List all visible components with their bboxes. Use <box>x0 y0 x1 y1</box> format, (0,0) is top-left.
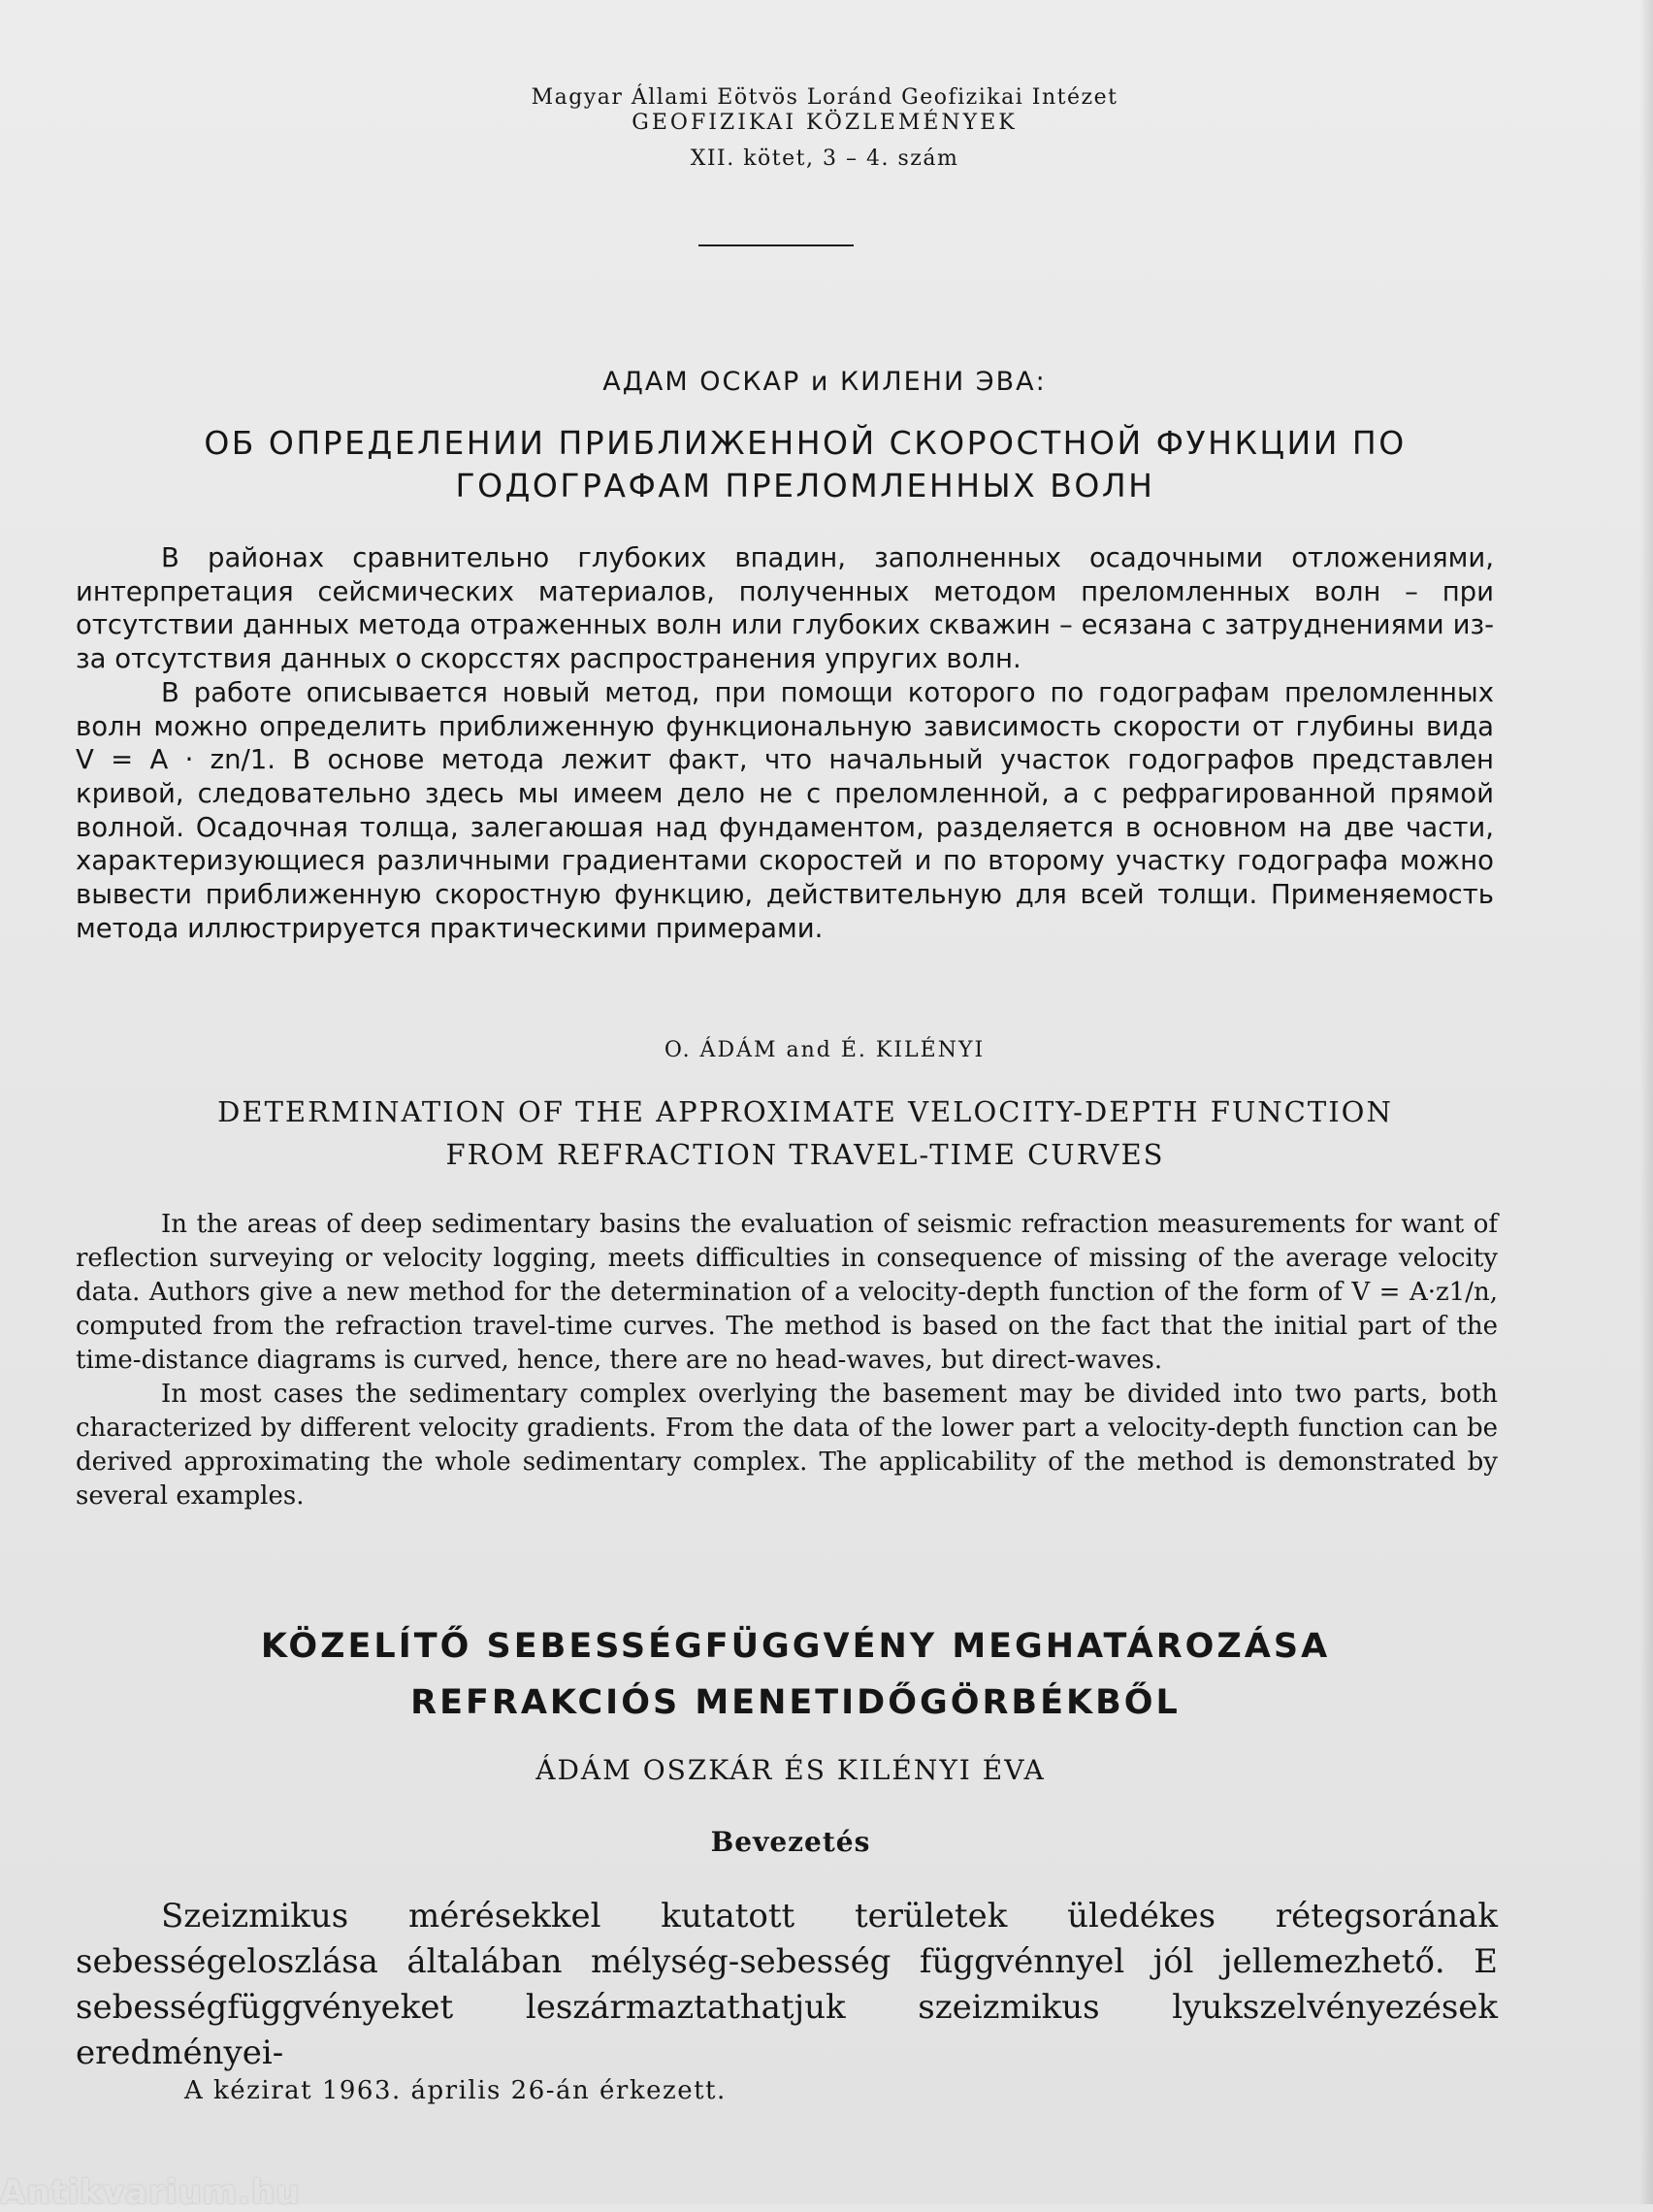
russian-abstract <box>76 541 1494 945</box>
russian-authors: АДАМ ОСКАР и КИЛЕНИ ЭВА: <box>602 367 1047 397</box>
hungarian-title-line2: REFRAKCIÓS MENETIDŐGÖRBÉKBŐL <box>410 1683 1181 1722</box>
russian-paragraph-1: В районах сравнительно глубоких впадин, заполненных осадочными отложениями, интерпретация сейсмических материалов, полученных методом преломленных волн – при отсутствии данных метода отраженных волн или глубоких скважин – есязана с затруднениями из-за отсутствия данных о скорсстях распространения упругих волн. <box>76 542 1494 675</box>
english-paragraph-2: In most cases the sedimentary complex overlying the basement may be divided into two parts, both characterized by different velocity gradients. From the data of the lower part a velocity-depth function can be derived approximating the whole sedimentary complex. The applicability of the method is demonstrated by several examples. <box>76 1380 1498 1511</box>
page-edge-shadow <box>1639 0 1653 2204</box>
manuscript-received-note: A kézirat 1963. április 26-án érkezett. <box>184 2076 727 2105</box>
section-heading: Bevezetés <box>710 1826 871 1858</box>
hungarian-paragraph-1: Szeizmikus mérésekkel kutatott területek üledékes rétegsorának sebességeloszlása általában mélység-sebesség függvénnyel jól jellemezhető. E sebességfüggvényeket leszármaztathatjuk szeizmikus lyukszelvényezések eredményei- <box>76 1897 1498 2072</box>
russian-title <box>107 422 1504 507</box>
russian-paragraph-2: В работе описывается новый метод, при помощи которого по годографам преломленных волн можно определить приближенную функциональную зависимость скорости от глубины вида V = A · zn/1. В основе метода лежит факт, что начальный участок годографов представлен кривой, следовательно здесь мы имеем дело не с преломленной, а с рефрагированной прямой волной. Осадочная толща, залегаюшая над фундаментом, разделяется в основном на две части, характеризующиеся различными градиентами скоростей и по второму участку годографа можно вывести приближенную скоростную функцию, действительную для всей толщи. Применяемость метода иллюстрируется практическими примерами. <box>76 676 1494 944</box>
journal-name: GEOFIZIKAI KÖZLEMÉNYEK <box>632 111 1018 135</box>
russian-title-line1: ОБ ОПРЕДЕЛЕНИИ ПРИБЛИЖЕННОЙ СКОРОСТНОЙ ФУНКЦИИ ПО <box>204 424 1407 462</box>
header-rule <box>698 244 854 246</box>
volume-info: XII. kötet, 3 – 4. szám <box>690 146 959 171</box>
watermark-text: Antikvarium.hu <box>0 2173 301 2212</box>
journal-header <box>291 85 1358 172</box>
english-title-line1: DETERMINATION OF THE APPROXIMATE VELOCITY-DEPTH FUNCTION <box>217 1095 1393 1128</box>
hungarian-authors: ÁDÁM OSZKÁR ÉS KILÉNYI ÉVA <box>535 1754 1046 1786</box>
hungarian-body <box>76 1894 1498 2076</box>
hungarian-title <box>146 1618 1445 1731</box>
english-title-line2: FROM REFRACTION TRAVEL-TIME CURVES <box>445 1138 1165 1171</box>
institute-name: Magyar Állami Eötvös Loránd Geofizikai Intézet <box>531 85 1118 110</box>
english-abstract <box>76 1208 1498 1513</box>
english-title <box>107 1090 1504 1176</box>
english-authors: O. ÁDÁM and É. KILÉNYI <box>664 1038 986 1062</box>
hungarian-title-line1: KÖZELÍTŐ SEBESSÉGFÜGGVÉNY MEGHATÁROZÁSA <box>260 1627 1331 1666</box>
english-paragraph-1: In the areas of deep sedimentary basins the evaluation of seismic refraction measurements for want of reflection surveying or velocity logging, meets difficulties in consequence of missing of the average velocity data. Authors give a new method for the determination of a velocity-depth function of the form of V = A·z1/n, computed from the refraction travel-time curves. The method is based on the fact that the initial part of the time-distance diagrams is curved, hence, there are no head-waves, but direct-waves. <box>76 1210 1498 1375</box>
russian-title-line2: ГОДОГРАФАМ ПРЕЛОМЛЕННЫХ ВОЛН <box>455 467 1155 504</box>
